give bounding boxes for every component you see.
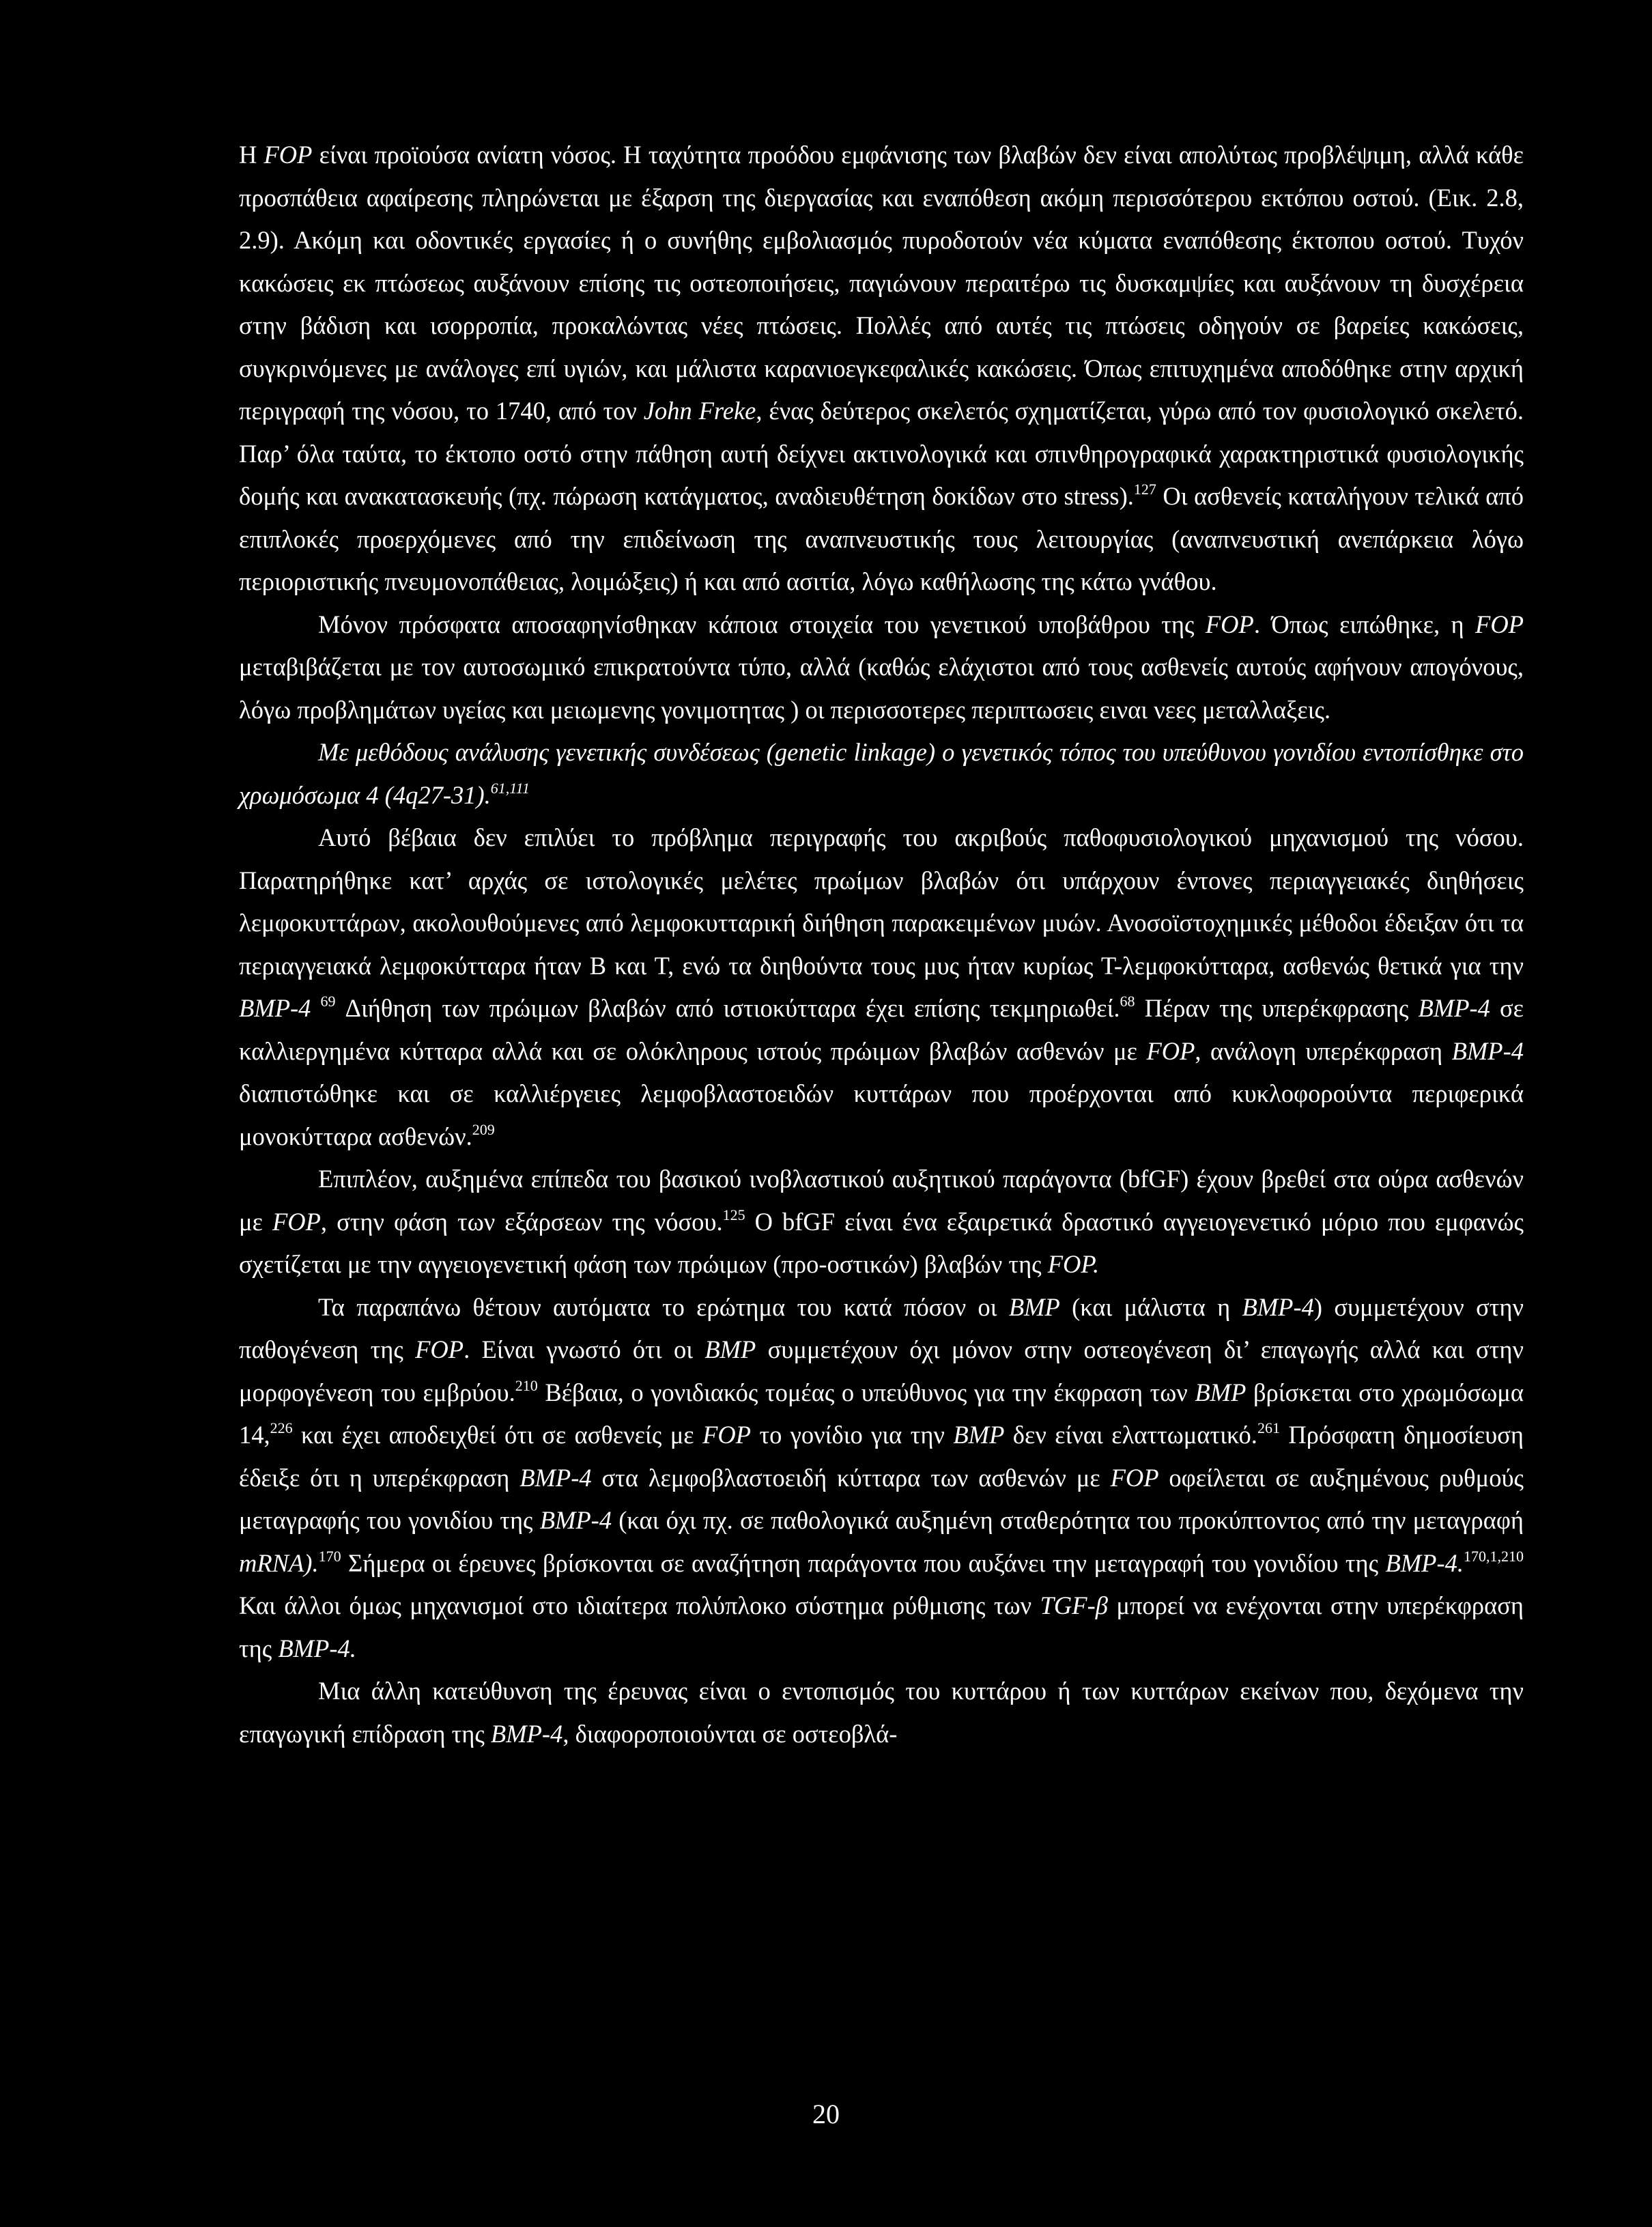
citation-superscript: 170,1,210 (1464, 1547, 1524, 1565)
text-run: . Είναι γνωστό ότι οι (464, 1335, 705, 1363)
text-run: μπορεί να ενέχονται στην υπερέκφραση της (239, 1591, 1524, 1662)
italic-term: TGF-β (1040, 1591, 1108, 1619)
text-run: οφείλεται σε αυξημένους ρυθμούς μεταγραφής του γονιδίου της (239, 1463, 1524, 1534)
text-run: Διήθηση των πρώιμων βλαβών από ιστιοκύτταρα έχει επίσης τεκμηριωθεί. (335, 994, 1120, 1022)
italic-term: BMP-4 (1242, 1292, 1314, 1321)
text-run: δεν είναι ελαττωματικό. (1004, 1421, 1257, 1449)
text-run: , ένας δεύτερος σκελετός σχηματίζεται, γύρω από τον φυσιολογικό σκελετό. Παρ’ όλα ταύτα, το έκτοπο οστό στην πάθηση αυτή δείχνει ακτινολογικά και σπινθηρογραφικά χαρακτηριστικά φυσιολογικής δομής και ανακατασκευής (πχ. πώρωση κατάγματος, αναδιευθέτηση δοκίδων στο stress). (239, 397, 1524, 510)
text-run: , στην φάση των εξάρσεων της νόσου. (320, 1207, 723, 1236)
italic-term: FOP. (1047, 1250, 1100, 1278)
text-run: . Όπως ειπώθηκε, η (1253, 610, 1476, 638)
text-run: (και μάλιστα η (1059, 1292, 1242, 1321)
text-run: Μόνον πρόσφατα αποσαφηνίσθηκαν κάποια στοιχεία του γενετικού υποβάθρου της (318, 610, 1206, 638)
text-run: το γονίδιο για την (751, 1421, 954, 1449)
citation-superscript: 68 (1120, 993, 1135, 1010)
text-run: βρίσκεται στο χρωμόσωμα 14, (239, 1378, 1524, 1449)
italic-term: FOP (702, 1421, 752, 1449)
text-run: Με μεθόδους ανάλυσης γενετικής συνδέσεως (genetic linkage) ο γενετικός τόπος του υπεύθυνου γονιδίου εντοπίσθηκε στο χρωμόσωμα 4 (4q27-31). (239, 738, 1524, 809)
italic-term: BMP (953, 1421, 1005, 1449)
text-run: σε καλλιεργημένα κύτταρα αλλά και σε ολόκληρους ιστούς πρώιμων βλαβών ασθενών με (239, 994, 1524, 1065)
document-body (239, 134, 1524, 1755)
italic-term: FOP (1146, 1036, 1195, 1065)
italic-term: FOP (1205, 610, 1254, 638)
text-run: και έχει αποδειχθεί ότι σε ασθενείς με (292, 1421, 703, 1449)
citation-superscript: 69 (320, 993, 336, 1010)
text-run: Μια άλλη κατεύθυνση της έρευνας είναι ο εντοπισμός του κυττάρου ή των κυττάρων εκείνων που, δεχόμενα την επαγωγική επίδραση της (239, 1677, 1524, 1748)
text-run: , ανάλογη υπερέκφραση (1195, 1036, 1452, 1065)
italic-term: BMP-4 (490, 1719, 563, 1748)
italic-term: BMP-4 (539, 1506, 612, 1534)
text-run: στα λεμφοβλαστοειδή κύτταρα των ασθενών με (591, 1463, 1111, 1492)
text-run: (και όχι πχ. σε παθολογικά αυξημένη σταθερότητα του προκύπτοντος από την μεταγραφή (612, 1506, 1524, 1534)
italic-term: FOP (1475, 610, 1524, 638)
italic-term: BMP (704, 1335, 756, 1363)
citation-superscript: 226 (270, 1419, 293, 1436)
text-run: , διαφοροποιούνται σε οστεοβλά- (562, 1719, 898, 1748)
italic-term: BMP-4. (278, 1634, 356, 1662)
italic-term: BMP-4 (1418, 994, 1490, 1022)
italic-term: FOP (264, 141, 313, 169)
text-run: είναι προϊούσα ανίατη νόσος. Η ταχύτητα προόδου εμφάνισης των βλαβών δεν είναι απολύτως προβλέψιμη, αλλά κάθε προσπάθεια αφαίρεσης πληρώνεται με έξαρση της διεργασίας και εναπόθεση ακόμη περισσότερου εκτόπου οστού. (Εικ. 2.8, 2.9). Ακόμη και οδοντικές εργασίες ή ο συνήθης εμβολιασμός πυροδοτούν νέα κύματα εναπόθεσης έκτοπου οστού. Τυχόν κακώσεις εκ πτώσεως αυξάνουν επίσης τις οστεοποιήσεις, παγιώνουν περαιτέρω τις δυσκαμψίες και αυξάνουν τη δυσχέρεια στην βάδιση και ισορροπία, προκαλώντας νέες πτώσεις. Πολλές από αυτές τις πτώσεις οδηγούν σε βαρείες κακώσεις, συγκρινόμενες με ανάλογες επί υγιών, και μάλιστα καρανιοεγκεφαλικές κακώσεις. Όπως επιτυχημένα αποδόθηκε στην αρχική περιγραφή της νόσου, το 1740, από τον (239, 141, 1524, 425)
text-run: Και άλλοι όμως μηχανισμοί στο ιδιαίτερα πολύπλοκο σύστημα ρύθμισης των (239, 1591, 1040, 1619)
paragraph (239, 817, 1524, 1158)
citation-superscript: 170 (318, 1547, 341, 1565)
citation-superscript: 210 (515, 1376, 538, 1394)
italic-term: BMP (1195, 1378, 1247, 1406)
italic-term: BMP-4 (1451, 1036, 1524, 1065)
text-run: διαπιστώθηκε και σε καλλιέργειες λεμφοβλαστοειδών κυττάρων που προέρχονται από κυκλοφορούντα περιφερικά μονοκύτταρα ασθενών. (239, 1079, 1524, 1150)
text-run: Πέραν της υπερέκφρασης (1135, 994, 1419, 1022)
italic-term: FOP (415, 1335, 464, 1363)
text-run: Σήμερα οι έρευνες βρίσκονται σε αναζήτηση παράγοντα που αυξάνει την μεταγραφή του γονιδίου της (341, 1548, 1386, 1577)
citation-superscript: 125 (722, 1206, 745, 1223)
citation-superscript: 261 (1257, 1419, 1280, 1436)
italic-term: BMP-4 (239, 994, 311, 1022)
text-run: Τα παραπάνω θέτουν αυτόματα το ερώτημα του κατά πόσον οι (318, 1292, 1009, 1321)
text-run: Αυτό βέβαια δεν επιλύει το πρόβλημα περιγραφής του ακριβούς παθοφυσιολογικού μηχανισμού της νόσου. Παρατηρήθηκε κατ’ αρχάς σε ιστολογικές μελέτες πρωίμων βλαβών ότι υπάρχουν έντονες περιαγγειακές διηθήσεις λεμφοκυττάρων, ακολουθούμενες από λεμφοκυτταρική διήθηση παρακειμένων μυών. Ανοσοϊστοχημικές μέθοδοι έδειξαν ότι τα περιαγγειακά λεμφοκύτταρα ήταν Β και Τ, ενώ τα διηθούντα τους μυς ήταν κυρίως Τ-λεμφοκύτταρα, ασθενώς θετικά για την (239, 823, 1524, 980)
italic-term: FOP (272, 1207, 321, 1236)
text-run: Ο bfGF είναι ένα εξαιρετικά δραστικό αγγειογενετικό μόριο που εμφανώς σχετίζεται με την αγγειογενετική φάση των πρώιμων (προ-οστικών) βλαβών της (239, 1207, 1524, 1278)
page-number: 20 (812, 2099, 840, 2129)
text-run: ) συμμετέχουν στην παθογένεση της (239, 1292, 1524, 1363)
paragraph (239, 731, 1524, 817)
citation-superscript: 127 (1133, 481, 1156, 498)
paragraph (239, 604, 1524, 732)
paragraph (239, 1670, 1524, 1755)
text-run: μεταβιβάζεται με τον αυτοσωμικό επικρατούντα τύπο, αλλά (καθώς ελάχιστοι από τους ασθενείς αυτούς αφήνουν απογόνους, λόγω προβλημάτων υγείας και μειωμενης γονιμοτητας ) οι περισσοτερες περιπτωσεις ειναι νεες μεταλλαξεις. (239, 653, 1524, 724)
italic-term: BMP (1008, 1292, 1060, 1321)
paragraph (239, 1158, 1524, 1286)
citation-superscript: 61,111 (490, 779, 530, 797)
italic-term: FOP (1110, 1463, 1159, 1492)
paragraph (239, 1286, 1524, 1671)
text-run: Η (239, 141, 264, 169)
citation-superscript: 209 (472, 1120, 495, 1138)
text-run: Επιπλέον, αυξημένα επίπεδα του βασικού ινοβλαστικού αυξητικού παράγοντα (bfGF) έχουν βρεθεί στα ούρα ασθενών με (239, 1165, 1524, 1236)
text-run: Πρόσφατη δημοσίευση έδειξε ότι η υπερέκφραση (239, 1421, 1524, 1492)
text-run: συμμετέχουν όχι μόνον στην οστεογένεση δι’ επαγωγής αλλά και στην μορφογένεση του εμβρύου. (239, 1335, 1524, 1406)
italic-term: BMP-4. (1385, 1548, 1464, 1577)
italic-term: BMP-4 (519, 1463, 592, 1492)
text-run (311, 994, 320, 1022)
paragraph (239, 134, 1524, 604)
italic-term: mRNA). (239, 1548, 319, 1577)
text-run: Οι ασθενείς καταλήγουν τελικά από επιπλοκές προερχόμενες από την επιδείνωση της αναπνευστικής τους λειτουργίας (αναπνευστική ανεπάρκεια λόγω περιοριστικής πνευμονοπάθειας, λοιμώξεις) ή και από ασιτία, λόγω καθήλωσης της κάτω γνάθου. (239, 482, 1524, 595)
italic-term: John Freke (643, 397, 756, 425)
text-run: Βέβαια, ο γονιδιακός τομέας ο υπεύθυνος για την έκφραση των (537, 1378, 1195, 1406)
